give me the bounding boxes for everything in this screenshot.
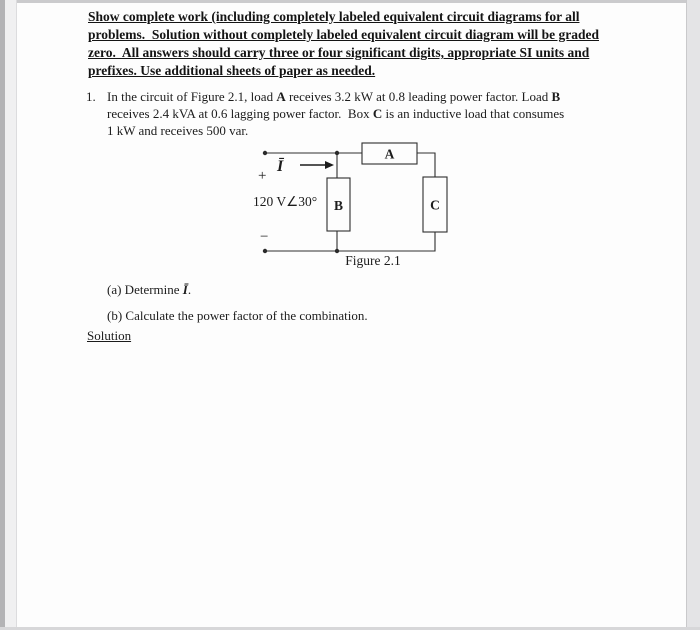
load-label-a: A bbox=[384, 146, 395, 162]
solution-label: Solution bbox=[87, 328, 132, 343]
scan-edge-left-light bbox=[5, 0, 16, 630]
problem-1-text bbox=[107, 88, 564, 139]
header-line-4: prefixes. Use additional sheets of paper as needed. bbox=[88, 63, 376, 78]
current-phasor-label: Ī bbox=[277, 158, 284, 175]
wire-a-to-c bbox=[417, 153, 435, 177]
problem-line-2 bbox=[107, 105, 564, 122]
load-label-c: C bbox=[430, 197, 440, 213]
text-run: In the circuit of Figure 2.1, load bbox=[107, 89, 277, 104]
circuit-figure bbox=[250, 138, 460, 270]
part-a bbox=[107, 281, 191, 298]
header-line-2: problems. Solution without completely labeled equivalent circuit diagram will be graded bbox=[88, 27, 600, 42]
source-minus-label: − bbox=[260, 229, 269, 245]
terminal-dot-bottom-left bbox=[263, 249, 267, 253]
current-phasor-ref: Ī bbox=[182, 282, 188, 297]
node-dot-bottom bbox=[335, 249, 339, 253]
text-run: . bbox=[187, 282, 192, 297]
figure-caption: Figure 2.1 bbox=[345, 253, 401, 268]
load-ref-c: C bbox=[372, 106, 383, 121]
scan-edge-left-line bbox=[16, 0, 17, 630]
source-plus-label: + bbox=[258, 168, 267, 184]
header-line-1: Show complete work (including completely labeled equivalent circuit diagrams for all bbox=[88, 9, 580, 24]
node-dot-top bbox=[335, 151, 339, 155]
header-instructions bbox=[88, 8, 599, 80]
header-line-3: zero. All answers should carry three or four significant digits, appropriate SI units and bbox=[88, 45, 590, 60]
text-run: receives 2.4 kVA at 0.6 lagging power factor. Box bbox=[107, 106, 373, 121]
scan-edge-right bbox=[687, 0, 700, 630]
text-run: (a) Determine bbox=[107, 282, 183, 297]
problem-line-1 bbox=[107, 88, 564, 105]
scan-edge-top bbox=[0, 0, 700, 3]
problem-line-3: 1 kW and receives 500 var. bbox=[107, 123, 249, 138]
text-run: receives 3.2 kW at 0.8 leading power factor. Load bbox=[285, 89, 552, 104]
load-ref-b: B bbox=[551, 89, 561, 104]
load-label-b: B bbox=[333, 198, 344, 213]
problem-number: 1. bbox=[86, 89, 96, 104]
text-run: is an inductive load that consumes bbox=[382, 106, 565, 121]
load-ref-a: A bbox=[276, 89, 286, 104]
current-arrow-head bbox=[325, 161, 334, 169]
terminal-dot-top-left bbox=[263, 151, 267, 155]
source-voltage-label: 120 V∠30° bbox=[253, 194, 318, 209]
part-b: (b) Calculate the power factor of the combination. bbox=[107, 308, 368, 323]
wire-bottom bbox=[265, 232, 435, 251]
